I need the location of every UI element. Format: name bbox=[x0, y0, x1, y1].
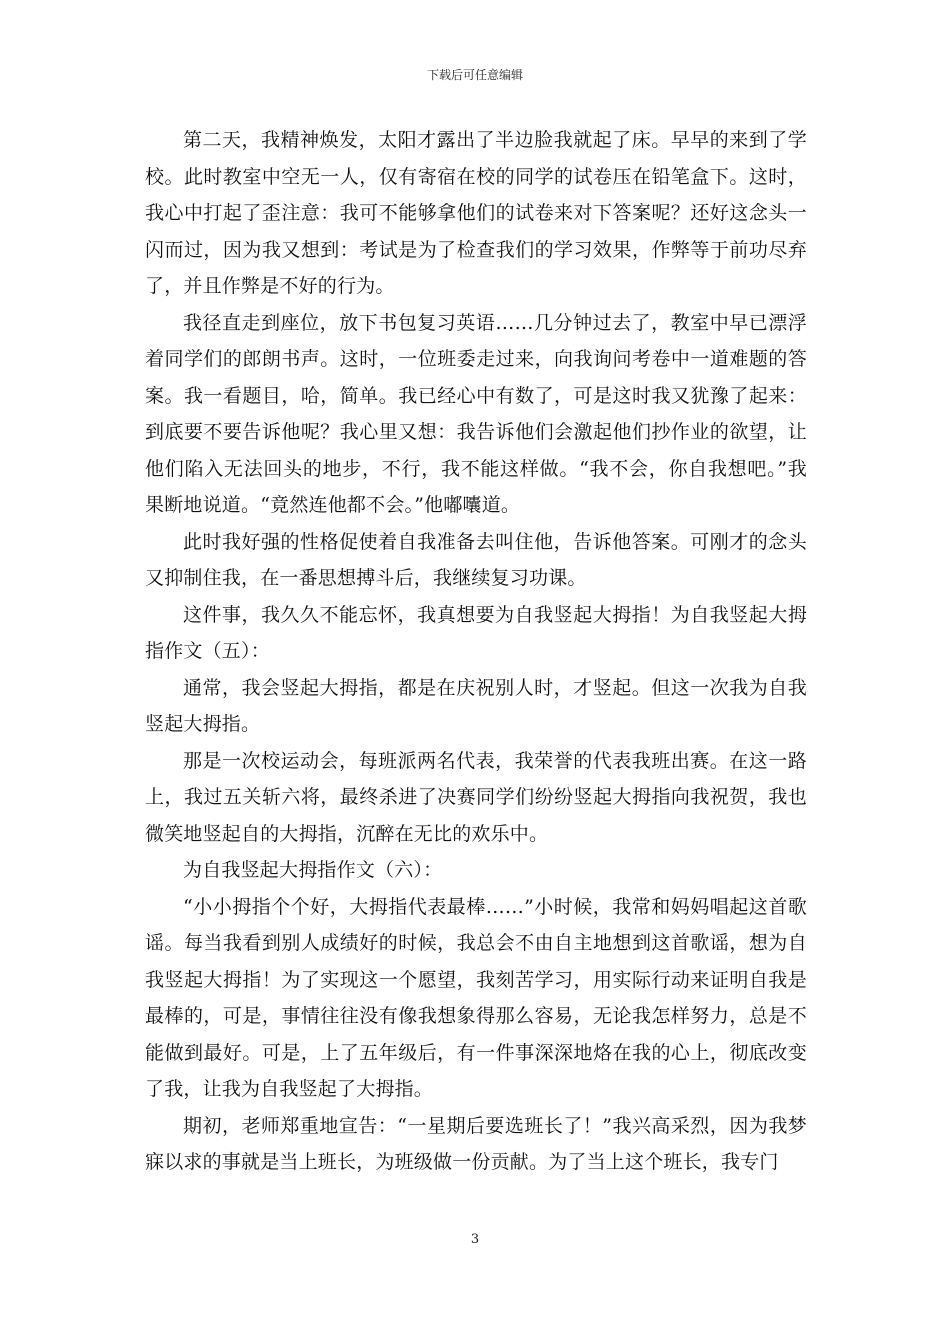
paragraph: 此时我好强的性格促使着自我准备去叫住他，告诉他答案。可刚才的念头又抑制住我，在一番思想搏斗后，我继续复习功课。 bbox=[145, 530, 807, 589]
paragraph: 第二天，我精神焕发，太阳才露出了半边脸我就起了床。早早的来到了学校。此时教室中空无一人，仅有寄宿在校的同学的试卷压在铅笔盒下。这时，我心中打起了歪注意：我可不能够拿他们的试卷来对下答案呢？还好这念头一闪而过，因为我又想到：考试是为了检查我们的学习效果，作弊等于前功尽弃了，并且作弊是不好的行为。 bbox=[145, 129, 807, 297]
document-body bbox=[145, 122, 807, 1181]
paragraph: 为自我竖起大拇指作文（六）： bbox=[183, 859, 443, 881]
paragraph: 通常，我会竖起大拇指，都是在庆祝别人时，才竖起。但这一次我为自我竖起大拇指。 bbox=[145, 676, 807, 735]
paragraph: 这件事，我久久不能忘怀，我真想要为自我竖起大拇指！为自我竖起大拇指作文（五）： bbox=[145, 603, 807, 662]
paragraph: “小小拇指个个好，大拇指代表最棒……”小时候，我常和妈妈唱起这首歌谣。每当我看到别人成绩好的时候，我总会不由自主地想到这首歌谣，想为自我竖起大拇指！为了实现这一个愿望，我刻苦学习，用实际行动来证明自我是最棒的，可是，事情往往没有像我想象得那么容易，无论我怎样努力，总是不能做到最好。可是，上了五年级后，有一件事深深地烙在我的心上，彻底改变了我，让我为自我竖起了大拇指。 bbox=[145, 895, 807, 1100]
paragraph: 期初，老师郑重地宣告：“一星期后要选班长了！”我兴高采烈，因为我梦寐以求的事就是当上班长，为班级做一份贡献。为了当上这个班长，我专门 bbox=[145, 1114, 807, 1173]
page-header: 下载后可任意编辑 bbox=[426, 68, 523, 82]
page-number: 3 bbox=[470, 1232, 480, 1247]
paragraph: 那是一次校运动会，每班派两名代表，我荣誉的代表我班出赛。在这一路上，我过五关斩六将，最终杀进了决赛同学们纷纷竖起大拇指向我祝贺，我也微笑地竖起自的大拇指，沉醉在无比的欢乐中。 bbox=[145, 749, 807, 845]
paragraph: 我径直走到座位，放下书包复习英语……几分钟过去了，教室中早已漂浮着同学们的郎朗书声。这时，一位班委走过来，向我询问考卷中一道难题的答案。我一看题目，哈，简单。我已经心中有数了，可是这时我又犹豫了起来：到底要不要告诉他呢？我心里又想：我告诉他们会激起他们抄作业的欲望，让他们陷入无法回头的地步，不行，我不能这样做。“我不会，你自我想吧。”我果断地说道。“竟然连他都不会。”他嘟囔道。 bbox=[145, 311, 807, 516]
